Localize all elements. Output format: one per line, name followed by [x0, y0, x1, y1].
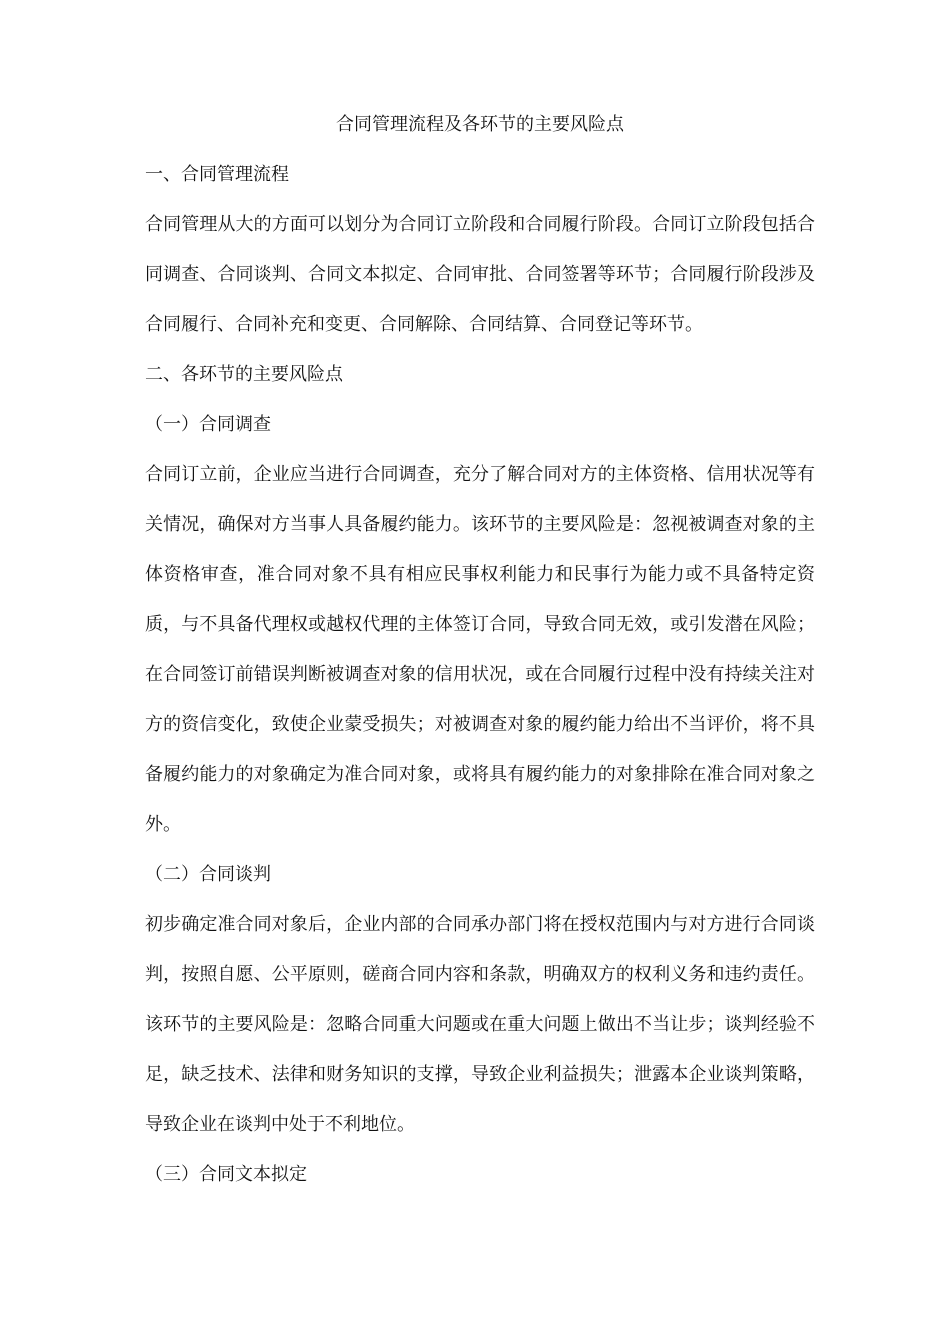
document-title: 合同管理流程及各环节的主要风险点: [336, 114, 624, 135]
paragraph-contract-investigation: 合同订立前，企业应当进行合同调查，充分了解合同对方的主体资格、信用状况等有关情况，确保对方当事人具备履约能力。该环节的主要风险是：忽视被调查对象的主体资格审查，准合同对象不具有相应民事权利能力和民事行为能力或不具备特定资质，与不具备代理权或越权代理的主体签订合同，导致合同无效，或引发潜在风险；在合同签订前错误判断被调查对象的信用状况，或在合同履行过程中没有持续关注对方的资信变化，致使企业蒙受损失；对被调查对象的履约能力给出不当评价，将不具备履约能力的对象确定为准合同对象，或将具有履约能力的对象排除在准合同对象之外。: [145, 464, 815, 835]
subsection-heading-contract-investigation: （一）合同调查: [145, 414, 271, 435]
section-heading-risk-points: 二、各环节的主要风险点: [145, 364, 343, 385]
paragraph-process-overview: 合同管理从大的方面可以划分为合同订立阶段和合同履行阶段。合同订立阶段包括合同调查、合同谈判、合同文本拟定、合同审批、合同签署等环节；合同履行阶段涉及合同履行、合同补充和变更、合同解除、合同结算、合同登记等环节。: [145, 214, 815, 335]
section-heading-process: 一、合同管理流程: [145, 164, 289, 185]
subsection-heading-contract-drafting: （三）合同文本拟定: [145, 1164, 307, 1185]
paragraph-contract-negotiation: 初步确定准合同对象后，企业内部的合同承办部门将在授权范围内与对方进行合同谈判，按照自愿、公平原则，磋商合同内容和条款，明确双方的权利义务和违约责任。该环节的主要风险是：忽略合同重大问题或在重大问题上做出不当让步；谈判经验不足，缺乏技术、法律和财务知识的支撑，导致企业利益损失；泄露本企业谈判策略，导致企业在谈判中处于不利地位。: [145, 914, 815, 1135]
document-page: [145, 100, 815, 1200]
subsection-heading-contract-negotiation: （二）合同谈判: [145, 864, 271, 885]
